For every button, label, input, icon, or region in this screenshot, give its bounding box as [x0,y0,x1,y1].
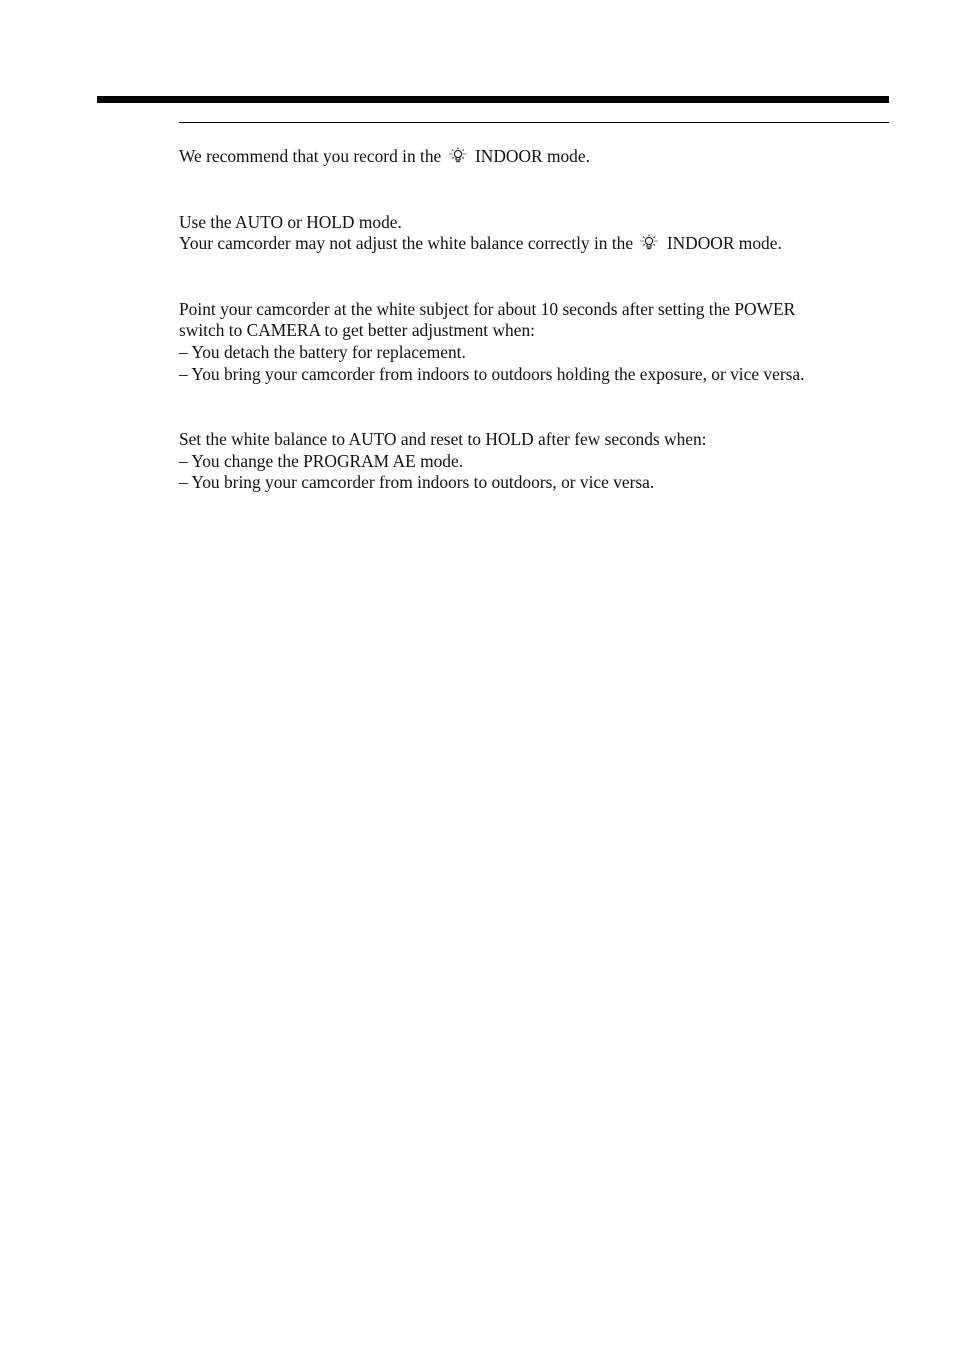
text-before-icon: We recommend that you record in the [179,146,442,166]
text-line [179,233,891,255]
section-auto-hold [179,212,891,255]
text-line [179,146,891,168]
section-recommend-indoor [179,146,891,168]
section-reset-to-hold [179,429,891,494]
text-after-icon: INDOOR mode. [474,146,590,166]
text-before-icon: Your camcorder may not adjust the white balance correctly in the [179,233,634,254]
document-body [179,146,891,494]
header-rule-thick [97,96,889,103]
text-after-icon: INDOOR mode. [666,233,782,254]
list-item: – You change the PROGRAM AE mode. [179,450,464,471]
text-line: switch to CAMERA to get better adjustment when: [179,320,535,341]
text-line: Set the white balance to AUTO and reset to HOLD after few seconds when: [179,429,707,450]
list-item: – You bring your camcorder from indoors to outdoors, or vice versa. [179,472,655,493]
section-point-white-subject [179,299,891,385]
header-rule-thin [179,122,889,123]
indoor-light-bulb-icon [638,234,660,252]
list-item: – You bring your camcorder from indoors to outdoors holding the exposure, or vice versa. [179,363,805,384]
text-line: Use the AUTO or HOLD mode. [179,211,402,232]
list-item: – You detach the battery for replacement. [179,341,466,362]
text-line: Point your camcorder at the white subject for about 10 seconds after setting the POWER [179,298,796,319]
indoor-light-bulb-icon [447,147,469,165]
